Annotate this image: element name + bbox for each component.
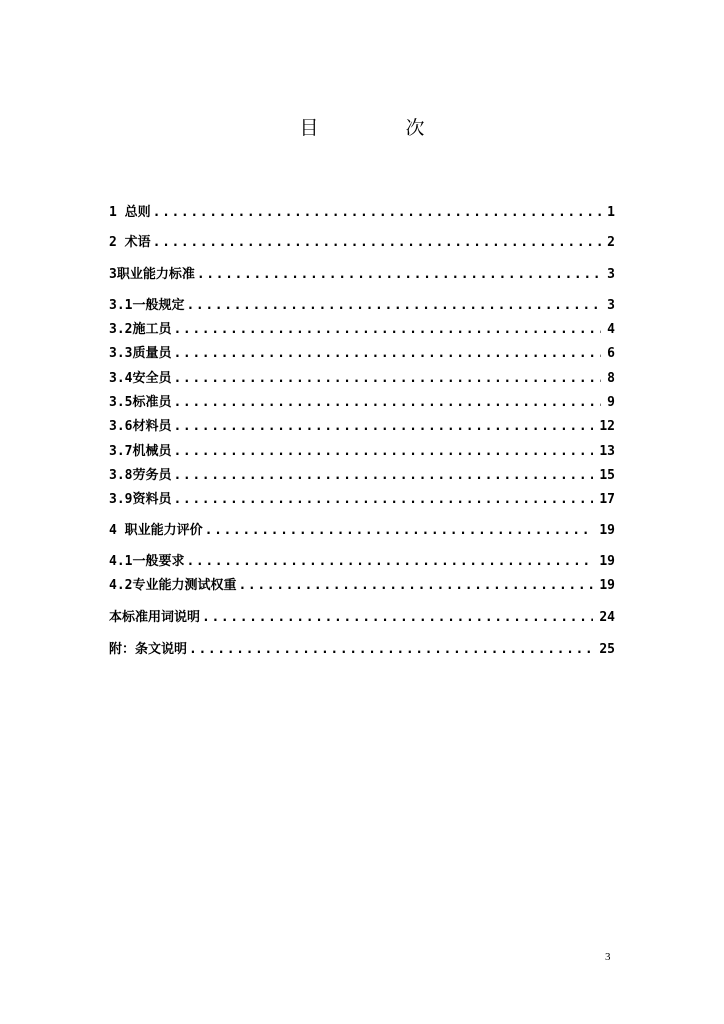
- toc-entry-3-8[interactable]: [109, 466, 615, 486]
- toc-entry-page: 8: [607, 371, 615, 386]
- toc-dot-leader: [173, 320, 601, 340]
- toc-entry-page: 25: [599, 642, 615, 657]
- toc-entry-label: 2 术语: [109, 235, 151, 250]
- toc-entry-label: 1 总则: [109, 205, 151, 220]
- toc-entry-4-2[interactable]: [109, 576, 615, 596]
- toc-dot-leader: [205, 521, 594, 541]
- toc-dot-leader: [173, 442, 593, 462]
- toc-entry-3-9[interactable]: [109, 490, 615, 510]
- toc-entry-label: 3.1一般规定: [109, 298, 185, 313]
- toc-dot-leader: [173, 466, 593, 486]
- toc-entry-general[interactable]: [109, 203, 615, 223]
- toc-entry-page: 6: [607, 346, 615, 361]
- toc-entry-3-7[interactable]: [109, 442, 615, 462]
- toc-dot-leader: [197, 265, 601, 285]
- toc-dot-leader: [238, 576, 593, 596]
- toc-entry-clause-explanation[interactable]: [109, 640, 615, 660]
- page-number: 3: [605, 951, 611, 963]
- toc-entry-3-3[interactable]: [109, 344, 615, 364]
- toc-entry-label: 4.2专业能力测试权重: [109, 578, 237, 593]
- toc-entry-page: 19: [599, 578, 615, 593]
- toc-entry-competency-standards[interactable]: [109, 265, 615, 285]
- toc-entry-page: 19: [599, 523, 615, 538]
- toc-dot-leader: [173, 417, 593, 437]
- toc-entry-label: 3.2施工员: [109, 322, 172, 337]
- toc-entry-label: 3.5标准员: [109, 395, 172, 410]
- toc-entry-page: 24: [599, 610, 615, 625]
- toc-entry-label: 附：条文说明: [109, 642, 188, 657]
- toc-entry-page: 12: [599, 419, 615, 434]
- toc-entry-page: 17: [599, 492, 615, 507]
- toc-dot-leader: [186, 552, 593, 572]
- toc-entry-page: 19: [599, 554, 615, 569]
- toc-entry-label: 4 职业能力评价: [109, 523, 203, 538]
- toc-entry-page: 3: [607, 298, 615, 313]
- toc-entry-page: 9: [607, 395, 615, 410]
- toc-entry-4-1[interactable]: [109, 552, 615, 572]
- toc-entry-terminology-notes[interactable]: [109, 608, 615, 628]
- toc-entry-page: 3: [607, 267, 615, 282]
- toc-entry-label: 3.8劳务员: [109, 468, 172, 483]
- toc-entry-terms[interactable]: [109, 233, 615, 253]
- toc-entry-page: 4: [607, 322, 615, 337]
- toc-dot-leader: [173, 369, 601, 389]
- toc-dot-leader: [189, 640, 593, 660]
- toc-entry-3-4[interactable]: [109, 369, 615, 389]
- toc-entry-3-5[interactable]: [109, 393, 615, 413]
- toc-entry-label: 3.6材料员: [109, 419, 172, 434]
- toc-dot-leader: [153, 233, 602, 253]
- toc-dot-leader: [153, 203, 602, 223]
- toc-dot-leader: [186, 296, 601, 316]
- toc-entry-label: 3职业能力标准: [109, 267, 195, 282]
- toc-dot-leader: [173, 344, 601, 364]
- toc-entry-3-6[interactable]: [109, 417, 615, 437]
- toc-entry-page: 1: [607, 205, 615, 220]
- toc-dot-leader: [173, 393, 601, 413]
- toc-entry-label: 本标准用词说明: [109, 610, 201, 625]
- toc-entry-page: 2: [607, 235, 615, 250]
- toc-entry-evaluation[interactable]: [109, 521, 615, 541]
- toc-dot-leader: [173, 490, 593, 510]
- toc-entry-page: 13: [599, 444, 615, 459]
- toc-entry-label: 3.7机械员: [109, 444, 172, 459]
- toc-entry-label: 3.4安全员: [109, 371, 172, 386]
- page-title: 目 次: [299, 117, 459, 139]
- toc-entry-label: 4.1一般要求: [109, 554, 185, 569]
- toc-dot-leader: [202, 608, 593, 628]
- toc-entry-3-1[interactable]: [109, 296, 615, 316]
- toc-entry-label: 3.9资料员: [109, 492, 172, 507]
- toc-entry-page: 15: [599, 468, 615, 483]
- toc-entry-label: 3.3质量员: [109, 346, 172, 361]
- toc-entry-3-2[interactable]: [109, 320, 615, 340]
